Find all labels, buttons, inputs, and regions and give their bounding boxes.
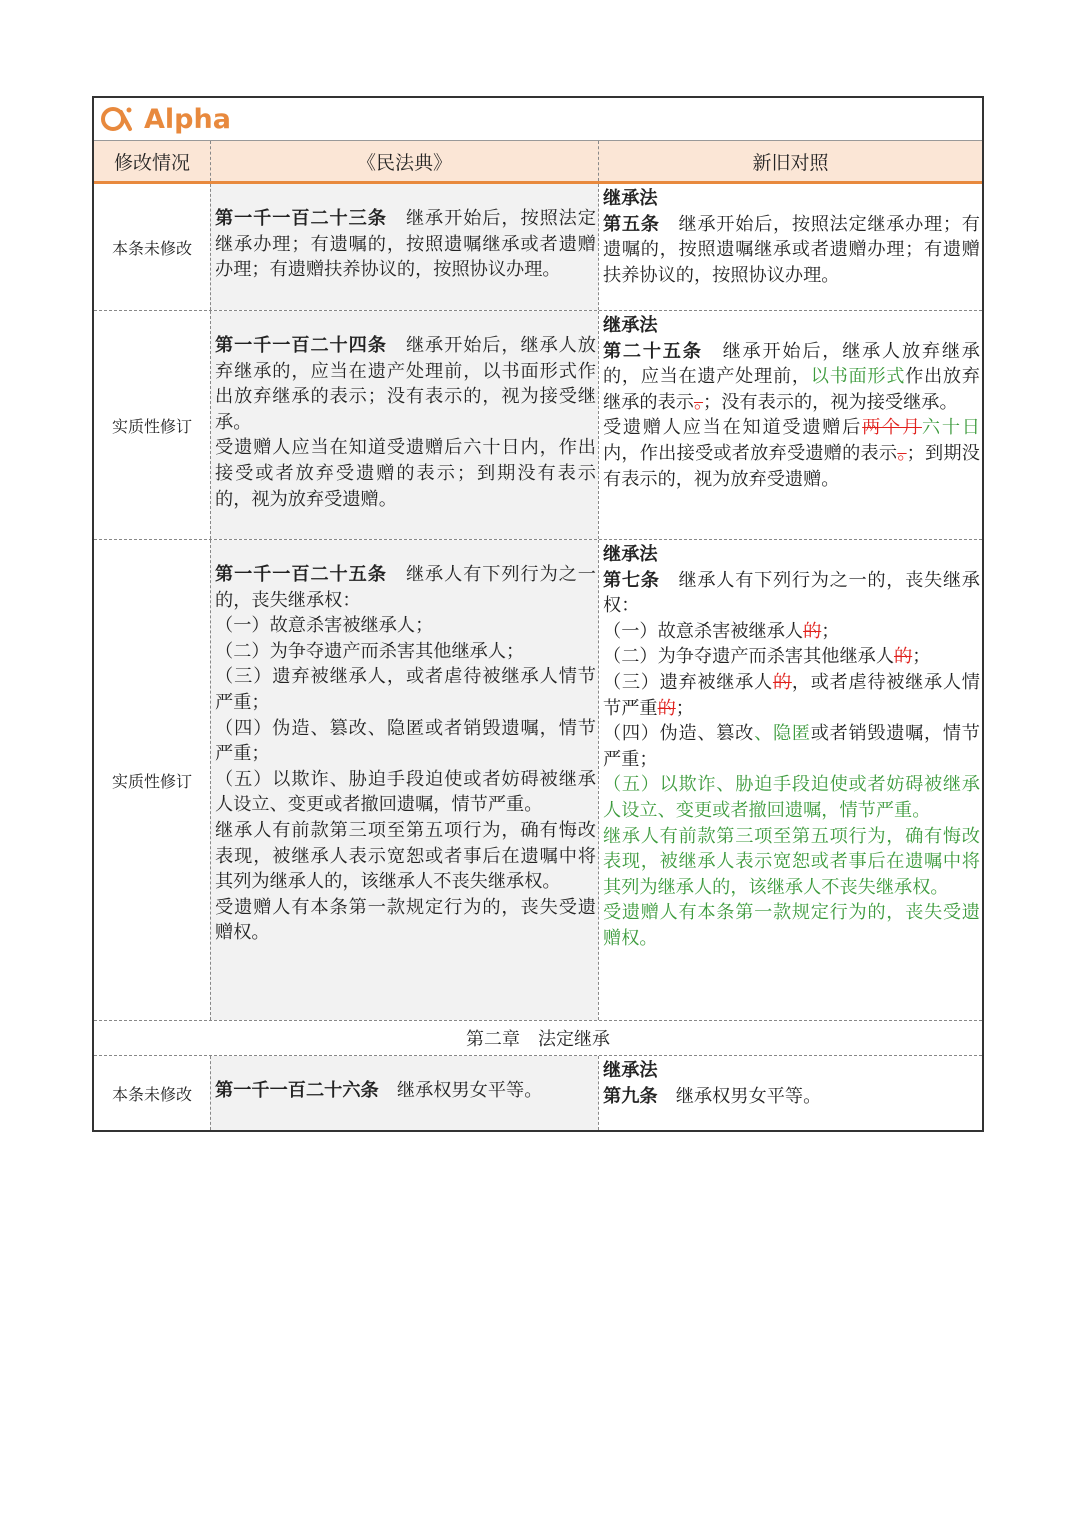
list-item: （二）为争夺遗产而杀害其他继承人； bbox=[215, 640, 525, 662]
article-paragraph: 受遗赠人有本条第一款规定行为的，丧失受遗赠权。 bbox=[215, 896, 596, 944]
added-paragraph: （五）以欺诈、胁迫手段迫使或者妨碍被继承人设立、变更或者撤回遗嘱，情节严重。 bbox=[603, 774, 980, 821]
article-number: 第二十五条 bbox=[603, 340, 703, 362]
comparison-table bbox=[92, 96, 984, 1132]
alpha-logo-icon bbox=[100, 104, 134, 134]
article-number: 第七条 bbox=[603, 569, 660, 591]
list-item: （三）遗弃被继承人的，或者虐待被继承人情节严重的； bbox=[603, 671, 980, 719]
deleted-text: 两个月 bbox=[862, 417, 922, 439]
status-cell: 本条未修改 bbox=[111, 1084, 192, 1104]
status-cell: 实质性修订 bbox=[111, 771, 192, 791]
deleted-text: 的 bbox=[803, 620, 822, 642]
source-law: 继承法 bbox=[603, 544, 658, 565]
list-item: （一）故意杀害被继承人； bbox=[215, 615, 434, 637]
comparison-cell bbox=[598, 184, 982, 310]
brand-name: Alpha bbox=[144, 103, 231, 135]
header-civil-code: 《民法典》 bbox=[210, 141, 598, 181]
article-number: 第九条 bbox=[603, 1085, 658, 1107]
article-text: 第一千一百二十五条 继承人有下列行为之一的，丧失继承权： bbox=[215, 564, 596, 611]
source-law: 继承法 bbox=[603, 188, 658, 209]
comparison-cell bbox=[598, 1056, 982, 1130]
list-item: （二）为争夺遗产而杀害其他继承人的； bbox=[603, 646, 931, 668]
deleted-text: 的 bbox=[657, 697, 676, 719]
list-item: （四）伪造、篡改、隐匿或者销毁遗嘱，情节严重； bbox=[603, 723, 980, 770]
article-text: 第一千一百二十六条 继承权男女平等。 bbox=[215, 1080, 543, 1101]
added-text: 、隐匿 bbox=[754, 723, 811, 745]
article-text: 第二十五条 继承开始后，继承人放弃继承的，应当在遗产处理前，以书面形式作出放弃继承的表示。；没有表示的，视为接受继承。 bbox=[603, 340, 980, 413]
list-item: （四）伪造、篡改、隐匿或者销毁遗嘱，情节严重； bbox=[215, 717, 596, 765]
added-text: 六十日 bbox=[921, 417, 980, 439]
civil-code-cell bbox=[210, 184, 598, 310]
brand-bar bbox=[94, 98, 982, 141]
source-law: 继承法 bbox=[603, 1060, 658, 1081]
table-header bbox=[94, 141, 982, 184]
table-row bbox=[94, 311, 982, 540]
deleted-text: 的 bbox=[772, 671, 792, 693]
deleted-text: 的 bbox=[894, 646, 913, 668]
table-row bbox=[94, 540, 982, 1021]
civil-code-cell bbox=[210, 1056, 598, 1130]
article-number: 第五条 bbox=[603, 213, 660, 235]
article-number: 第一千一百二十四条 bbox=[215, 335, 387, 356]
article-text: 第一千一百二十三条 继承开始后，按照法定继承办理；有遗嘱的，按照遗嘱继承或者遗赠办理；有遗赠扶养协议的，按照协议办理。 bbox=[215, 208, 596, 281]
header-status: 修改情况 bbox=[113, 151, 190, 174]
source-law: 继承法 bbox=[603, 315, 658, 336]
article-paragraph: 继承人有前款第三项至第五项行为，确有悔改表现，被继承人表示宽恕或者事后在遗嘱中将其列为继承人的，该继承人不丧失继承权。 bbox=[215, 819, 596, 893]
article-text: 第五条 继承开始后，按照法定继承办理；有遗嘱的，按照遗嘱继承或者遗赠办理；有遗赠扶养协议的，按照协议办理。 bbox=[603, 213, 980, 286]
chapter-heading: 第二章 法定继承 bbox=[94, 1021, 982, 1056]
article-number: 第一千一百二十六条 bbox=[215, 1080, 379, 1101]
added-text: 以书面形式 bbox=[810, 366, 906, 388]
article-number: 第一千一百二十三条 bbox=[215, 208, 387, 229]
added-paragraph: 受遗赠人有本条第一款规定行为的，丧失受遗赠权。 bbox=[603, 902, 980, 949]
added-paragraph: 继承人有前款第三项至第五项行为，确有悔改表现，被继承人表示宽恕或者事后在遗嘱中将其列为继承人的，该继承人不丧失继承权。 bbox=[603, 825, 980, 898]
deleted-text: 。 bbox=[693, 391, 704, 413]
deleted-text: 。 bbox=[897, 442, 907, 464]
table-row bbox=[94, 1056, 982, 1130]
list-item: （三）遗弃被继承人，或者虐待被继承人情节严重； bbox=[215, 666, 596, 713]
article-text: 第七条 继承人有下列行为之一的，丧失继承权： bbox=[603, 569, 980, 617]
article-text: 第九条 继承权男女平等。 bbox=[603, 1085, 822, 1107]
article-text: 第一千一百二十四条 继承开始后，继承人放弃继承的，应当在遗产处理前，以书面形式作出放弃继承的表示；没有表示的，视为接受继承。 bbox=[215, 335, 596, 433]
table-row bbox=[94, 184, 982, 311]
civil-code-cell bbox=[210, 311, 598, 539]
status-cell: 本条未修改 bbox=[111, 238, 192, 258]
comparison-cell bbox=[598, 540, 982, 1020]
article-paragraph: 受遗赠人应当在知道受遗赠后六十日内，作出接受或者放弃受遗赠的表示；到期没有表示的，视为放弃受遗赠。 bbox=[215, 437, 596, 510]
list-item: （五）以欺诈、胁迫手段迫使或者妨碍被继承人设立、变更或者撤回遗嘱，情节严重。 bbox=[215, 768, 596, 816]
list-item: （一）故意杀害被继承人的； bbox=[603, 620, 840, 642]
status-cell: 实质性修订 bbox=[111, 416, 192, 436]
article-paragraph: 受遗赠人应当在知道受遗赠后两个月六十日内，作出接受或者放弃受遗赠的表示。；到期没有表示的，视为放弃受遗赠。 bbox=[603, 417, 980, 490]
header-comparison: 新旧对照 bbox=[598, 141, 982, 181]
comparison-cell bbox=[598, 311, 982, 539]
article-number: 第一千一百二十五条 bbox=[215, 564, 387, 585]
civil-code-cell bbox=[210, 540, 598, 1020]
